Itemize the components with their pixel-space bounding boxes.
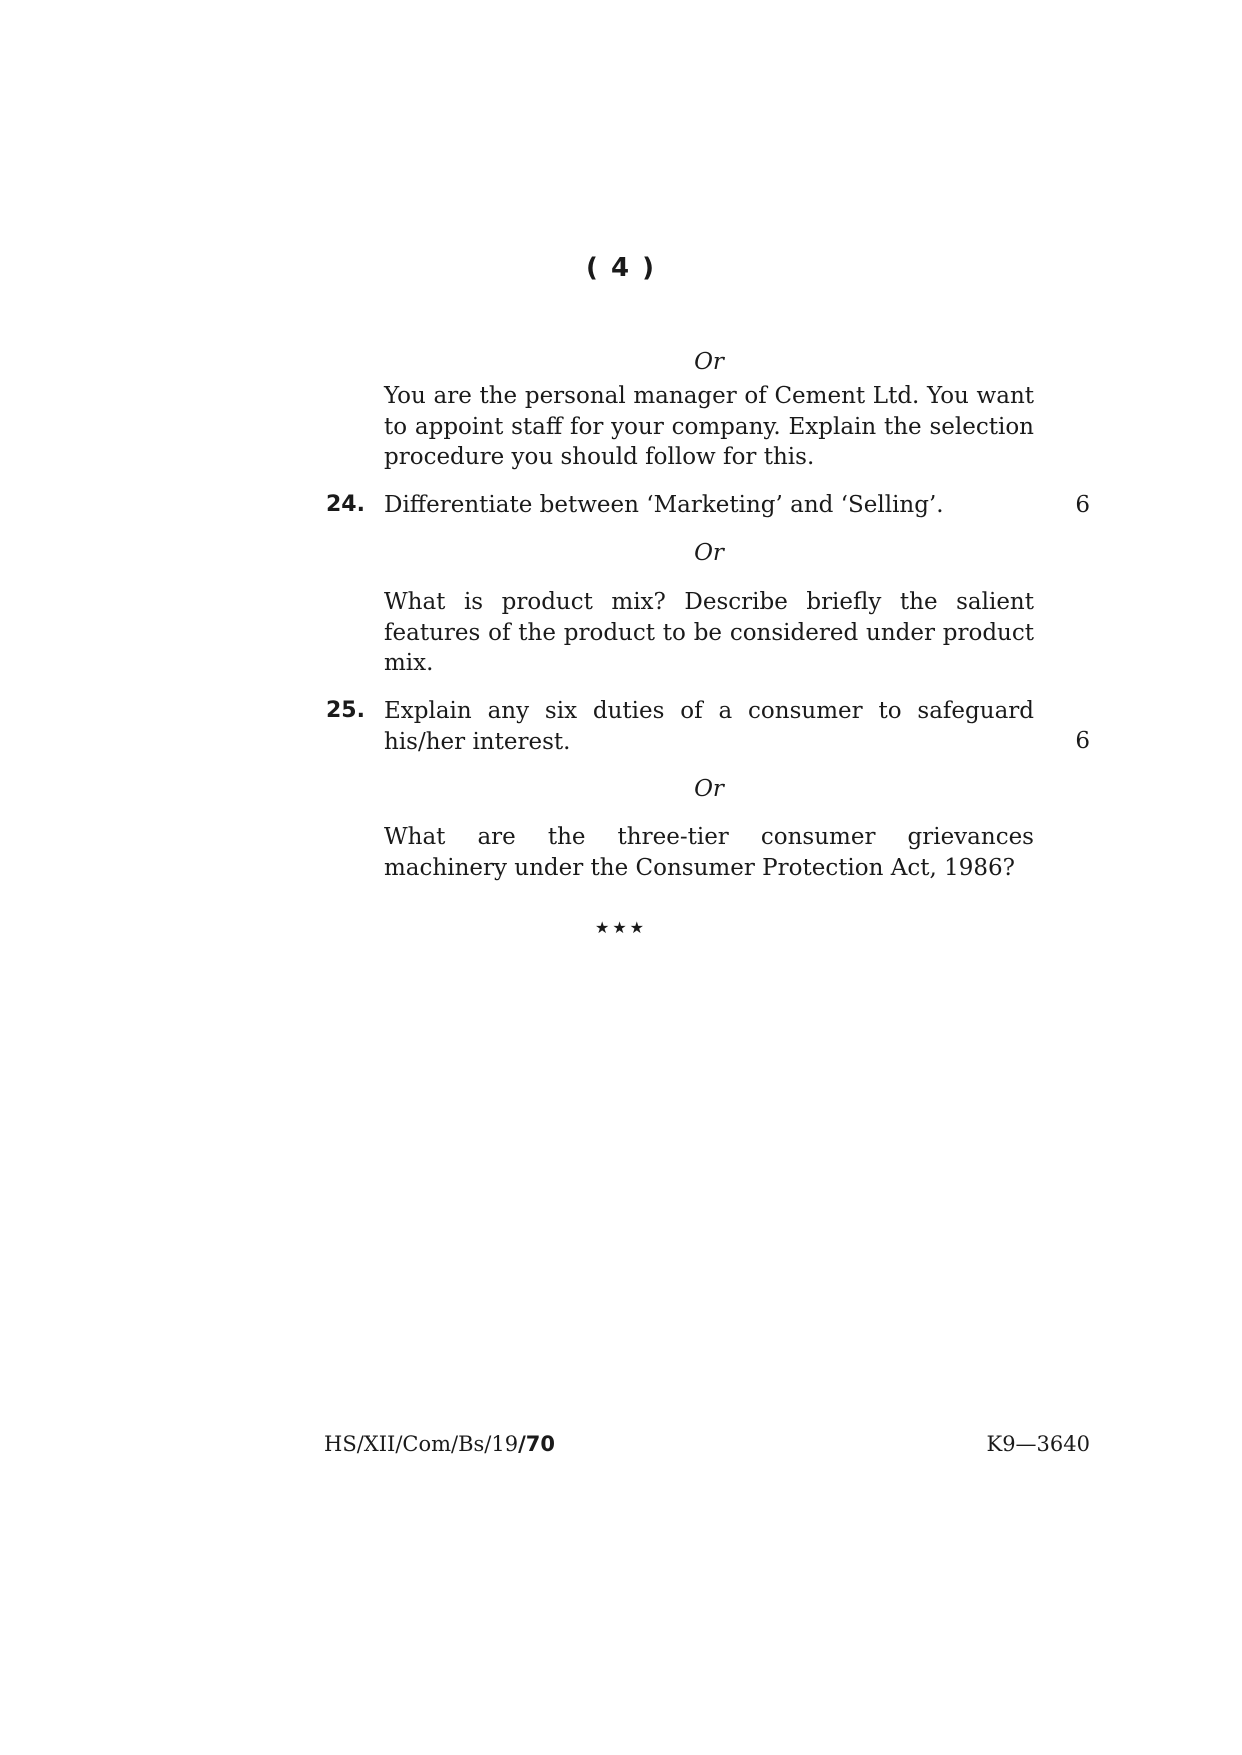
question-23-alternative: You are the personal manager of Cement Ltd. You want to appoint staff for your company. Explain the selection procedure you should follow for this.	[384, 383, 1034, 470]
question-25-alternative: What are the three-tier consumer grievances machinery under the Consumer Protection Act, 1986?	[384, 824, 1034, 881]
footer-paper-code	[324, 1430, 555, 1458]
question-24-text: Differentiate between ‘Marketing’ and ‘Selling’.	[384, 492, 944, 518]
question-24-marks: 6	[1075, 492, 1090, 518]
question-24-number: 24.	[326, 492, 365, 517]
question-25-marks: 6	[1075, 728, 1090, 754]
question-25-number: 25.	[326, 698, 365, 723]
footer-paper-code-suffix: /70	[518, 1432, 556, 1456]
or-separator-q23: Or	[694, 349, 724, 375]
page-number: ( 4 )	[586, 253, 656, 283]
footer-print-code: K9—3640	[986, 1432, 1090, 1456]
end-of-paper-stars: ★★★	[594, 918, 648, 937]
footer-paper-code-prefix: HS/XII/Com/Bs/19	[324, 1432, 519, 1456]
or-separator-q25: Or	[694, 776, 724, 802]
or-separator-q24: Or	[694, 540, 724, 566]
question-25-text: Explain any six duties of a consumer to safeguard his/her interest.	[384, 698, 1034, 755]
question-24-alternative: What is product mix? Describe briefly the salient features of the product to be considered under product mix.	[384, 589, 1034, 676]
